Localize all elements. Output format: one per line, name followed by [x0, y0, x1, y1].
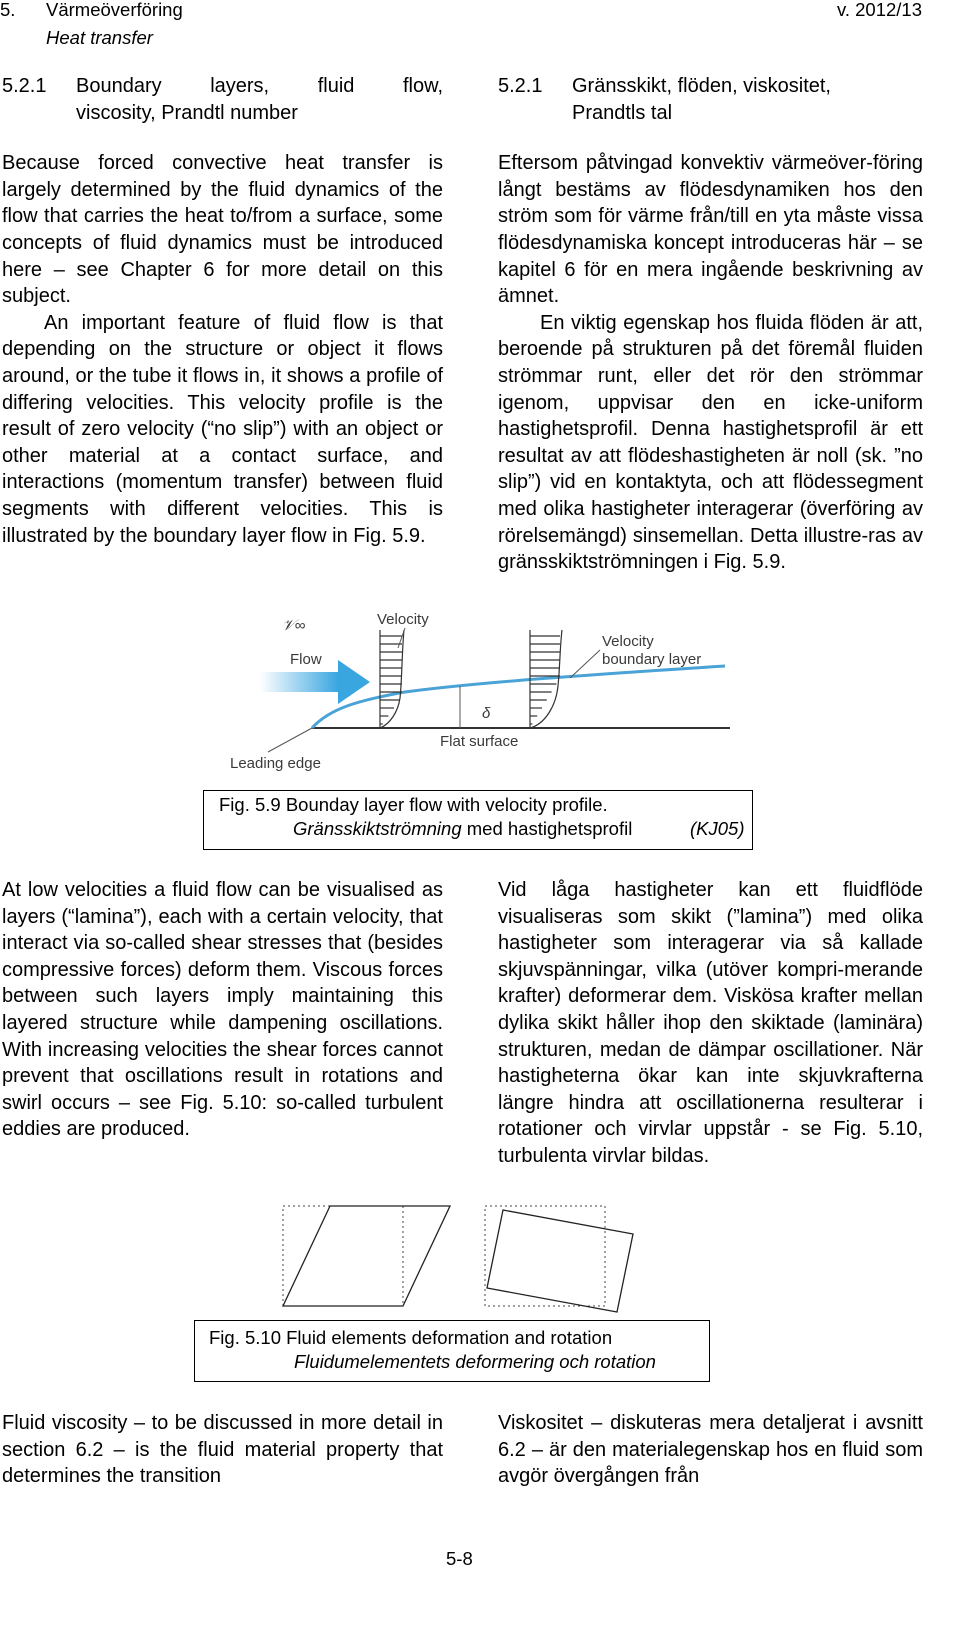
caption-english: Fig. 5.9 Bounday layer flow with velocity profile. — [219, 794, 608, 815]
boundary-layer-label-line1: Velocity — [602, 633, 654, 650]
paragraph: Because forced convective heat transfer is largely determined by the fluid dynamics of the flow that carries the heat to/from a surface, some concepts of fluid dynamics must be introduced here – see Chapter 6 for more detail on this subject. — [2, 152, 443, 308]
section-number: 5.2.1 — [2, 75, 47, 97]
velocity-label: Velocity — [377, 611, 429, 628]
caption-swedish-rest: med hastighetsprofil — [461, 818, 633, 839]
section-heading — [498, 73, 923, 126]
velocity-profile-left — [380, 630, 404, 728]
caption-reference: (KJ05) — [690, 818, 745, 839]
chapter-title-english: Heat transfer — [46, 27, 153, 48]
leading-edge-pointer — [268, 728, 312, 752]
flat-surface-label: Flat surface — [440, 733, 519, 750]
section-title-line1: Boundary layers, fluid flow, — [76, 75, 443, 97]
paragraph: En viktig egenskap hos fluida flöden är att, beroende på strukturen på det föremål fluiden strömmar runt, eller det rör den strömmar igenom, uppvisar den en icke-uniform hastighetsprofil. Denna hastighetsprofil är ett resultat av att flödeshastigheten är noll (sk. ”no slip”) vid en kontaktyta, och att flödessegment med olika hastigheter interagerar (överföring av rörelsemängd) sinsemellan. Detta illustre-ras av gränsskiktströmningen i Fig. 5.9. — [498, 311, 923, 574]
paragraph: Eftersom påtvingad konvektiv värmeöver-föring långt bestäms av flödesdynamiken hos den ström som för värme från/till en yta måste vissa flödesdynamiska koncept introduceras här – se kapitel 6 för en mera ingående beskrivning av ämnet. — [498, 152, 923, 308]
delta-label: δ — [482, 705, 491, 722]
paragraph: Vid låga hastigheter kan ett fluidflöde visualiseras som skikt (”lamina”) med olika hastigheter som interagerar via så kallade skjuvspänningar, vilka (utöver kompri-merande krafter) deformerar dem. Viskösa krafter mellan dylika skikt håller ihop den skiktade (laminära) strukturen, medan de dämpar oscillationer. När hastigheterna ökar kan inte skjuvkrafterna längre hindra att oscillationerna resulterar i rotationer och virvlar uppstår - se Fig. 5.10, turbulenta virvlar bildas. — [498, 879, 923, 1167]
left-column-top — [2, 73, 443, 549]
version-label: v. 2012/13 — [836, 0, 922, 20]
section-title-line2: Prandtls tal — [572, 101, 673, 124]
boundary-layer-label-line2: boundary layer — [602, 651, 702, 668]
right-column-bottom — [498, 1410, 923, 1490]
original-element-outline — [283, 1206, 403, 1306]
chapter-title: Värmeöverföring — [46, 0, 183, 20]
caption-english: Fig. 5.10 Fluid elements deformation and rotation — [209, 1327, 613, 1348]
section-title-line2: viscosity, Prandtl number — [76, 101, 298, 124]
page-number: 5-8 — [446, 1548, 473, 1569]
flow-label: Flow — [290, 651, 322, 668]
leading-edge-label: Leading edge — [230, 755, 321, 772]
rotated-element — [487, 1210, 633, 1312]
figure-5-10-caption — [194, 1320, 710, 1382]
paragraph: An important feature of fluid flow is that depending on the structure or object it flows around, or the tube it flows in, it shows a profile of differing velocities. This velocity profile is the result of zero velocity (“no slip”) with an object or other material at a contact surface, and interactions (momentum transfer) between fluid segments with different velocities. This is illustrated by the boundary layer flow in Fig. 5.9. — [2, 311, 443, 547]
paragraph: At low velocities a fluid flow can be visualised as layers (“lamina”), each with a certain velocity, that interact via so-called shear stresses that (besides compressive forces) deform them. Viscous forces between such layers imply maintaining this layered structure while dampening oscillations. With increasing velocities the shear forces cannot prevent that oscillations result in rotations and swirl occurs – see Fig. 5.10: so-called turbulent eddies are produced. — [2, 879, 443, 1141]
section-title-line1: Gränsskikt, flöden, viskositet, — [572, 75, 831, 97]
section-number: 5.2.1 — [498, 75, 543, 97]
deformed-element — [283, 1206, 450, 1306]
section-heading — [2, 73, 443, 126]
caption-swedish: Fluidumelementets deformering och rotation — [294, 1351, 656, 1372]
right-column-top — [498, 73, 923, 576]
figure-5-9-caption — [203, 790, 753, 850]
v-infinity-label: 𝒱∞ — [282, 617, 306, 634]
paragraph: Fluid viscosity – to be discussed in more detail in section 6.2 – is the fluid material property that determines the transition — [2, 1412, 443, 1488]
left-column-middle — [2, 877, 443, 1143]
right-column-middle — [498, 877, 923, 1170]
chapter-number: 5. — [0, 0, 16, 20]
caption-swedish-term: Gränsskiktströmning — [293, 818, 462, 839]
paragraph: Viskositet – diskuteras mera detaljerat i avsnitt 6.2 – är den materialegenskap hos en fluid som avgör övergången från — [498, 1412, 923, 1488]
boundary-layer-curve — [312, 666, 725, 728]
left-column-bottom — [2, 1410, 443, 1490]
deformation-rotation-figure — [275, 1200, 755, 1315]
boundary-layer-figure — [220, 600, 740, 785]
